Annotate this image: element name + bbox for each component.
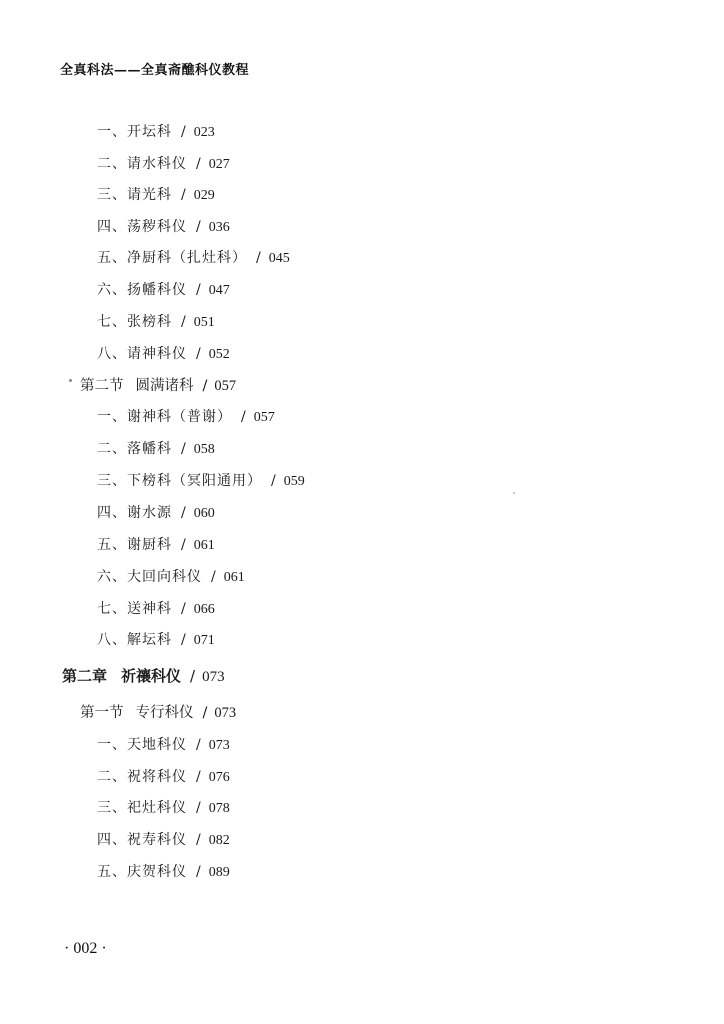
toc-separator: / <box>196 737 202 753</box>
toc-section-number: 第一节 <box>80 705 124 721</box>
toc-separator: / <box>196 346 202 362</box>
toc-separator: / <box>181 601 187 617</box>
toc-item-page: 029 <box>193 188 215 203</box>
toc-item-label: 七、张榜科 <box>97 314 172 330</box>
toc-item-page: 057 <box>253 410 275 425</box>
toc-item <box>97 279 230 299</box>
toc-separator: / <box>196 832 202 848</box>
toc-item <box>97 438 215 458</box>
toc-item-label: 五、庆贺科仪 <box>97 864 187 880</box>
toc-chapter-title: 祈禳科仪 <box>121 667 182 685</box>
toc-item-page: 089 <box>208 865 230 880</box>
toc-separator: / <box>196 219 202 235</box>
toc-item-page: 060 <box>193 506 215 521</box>
toc-item-page: 052 <box>208 347 230 362</box>
toc-item <box>97 734 230 754</box>
toc-item-page: 066 <box>193 602 215 617</box>
toc-item <box>97 502 215 522</box>
toc-item-label: 一、天地科仪 <box>97 737 187 753</box>
toc-item <box>97 121 215 141</box>
toc-item-label: 八、解坛科 <box>97 632 172 648</box>
toc-item-page: 047 <box>208 283 230 298</box>
toc-separator: / <box>196 769 202 785</box>
toc-section-title: 专行科仪 <box>135 705 194 721</box>
toc-separator: / <box>202 705 208 721</box>
toc-separator: / <box>271 473 277 489</box>
toc-item-page: 073 <box>208 738 230 753</box>
toc-item <box>97 184 215 204</box>
running-header: 全真科法——全真斋醮科仪教程 <box>60 63 250 78</box>
toc-separator: / <box>256 250 262 266</box>
toc-item-page: 023 <box>193 125 215 140</box>
toc-item <box>97 153 230 173</box>
toc-separator: / <box>190 667 196 685</box>
toc-item-page: 027 <box>208 157 230 172</box>
toc-item-label: 二、请水科仪 <box>97 156 187 172</box>
toc-item <box>97 598 215 618</box>
toc-section-page: 057 <box>214 378 237 394</box>
toc-item-page: 045 <box>268 251 290 266</box>
toc-item-page: 058 <box>193 442 215 457</box>
toc-separator: / <box>181 187 187 203</box>
toc-chapter-heading <box>62 665 225 686</box>
toc-item-label: 二、祝将科仪 <box>97 769 187 785</box>
toc-separator: / <box>202 378 208 394</box>
toc-chapter-page: 073 <box>202 669 225 685</box>
toc-item <box>97 247 290 267</box>
toc-item-label: 六、扬幡科仪 <box>97 282 187 298</box>
toc-section-heading <box>80 374 236 395</box>
toc-item <box>97 829 230 849</box>
toc-item-page: 078 <box>208 801 230 816</box>
scan-speck <box>513 492 515 494</box>
toc-separator: / <box>181 632 187 648</box>
scan-speck <box>69 379 72 382</box>
toc-section-title: 圆满诸科 <box>135 378 194 394</box>
toc-item-label: 七、送神科 <box>97 601 172 617</box>
toc-item-label: 五、谢厨科 <box>97 537 172 553</box>
toc-item <box>97 311 215 331</box>
toc-item-label: 一、谢神科（普谢） <box>97 409 232 425</box>
page-number: · 002 · <box>64 940 107 957</box>
toc-separator: / <box>196 864 202 880</box>
toc-item-page: 059 <box>283 474 305 489</box>
toc-separator: / <box>241 409 247 425</box>
toc-item-label: 三、下榜科（冥阳通用） <box>97 473 262 489</box>
toc-section-page: 073 <box>214 705 237 721</box>
toc-item-label: 三、请光科 <box>97 187 172 203</box>
toc-item-label: 三、祀灶科仪 <box>97 800 187 816</box>
toc-separator: / <box>181 441 187 457</box>
toc-item <box>97 797 230 817</box>
toc-item-label: 四、谢水源 <box>97 505 172 521</box>
toc-separator: / <box>181 537 187 553</box>
toc-separator: / <box>181 505 187 521</box>
toc-item-page: 071 <box>193 633 215 648</box>
toc-separator: / <box>196 282 202 298</box>
toc-item-label: 五、净厨科（扎灶科） <box>97 250 247 266</box>
toc-item <box>97 216 230 236</box>
toc-separator: / <box>196 156 202 172</box>
toc-item-label: 四、荡秽科仪 <box>97 219 187 235</box>
toc-separator: / <box>181 124 187 140</box>
toc-item <box>97 534 215 554</box>
toc-item <box>97 566 245 586</box>
toc-item <box>97 629 215 649</box>
toc-item-label: 四、祝寿科仪 <box>97 832 187 848</box>
toc-item-page: 051 <box>193 315 215 330</box>
toc-item-label: 六、大回向科仪 <box>97 569 202 585</box>
toc-section-number: 第二节 <box>80 378 124 394</box>
toc-item-label: 二、落幡科 <box>97 441 172 457</box>
toc-item-page: 061 <box>193 538 215 553</box>
toc-section-heading <box>80 701 236 722</box>
toc-item <box>97 766 230 786</box>
toc-item-page: 076 <box>208 770 230 785</box>
toc-item-label: 八、请神科仪 <box>97 346 187 362</box>
toc-item <box>97 406 275 426</box>
toc-item <box>97 470 305 490</box>
toc-chapter-number: 第二章 <box>62 667 108 685</box>
toc-item-page: 082 <box>208 833 230 848</box>
toc-separator: / <box>181 314 187 330</box>
toc-item-page: 036 <box>208 220 230 235</box>
toc-item <box>97 343 230 363</box>
toc-separator: / <box>211 569 217 585</box>
toc-item-page: 061 <box>223 570 245 585</box>
toc-separator: / <box>196 800 202 816</box>
toc-item-label: 一、开坛科 <box>97 124 172 140</box>
toc-item <box>97 861 230 881</box>
